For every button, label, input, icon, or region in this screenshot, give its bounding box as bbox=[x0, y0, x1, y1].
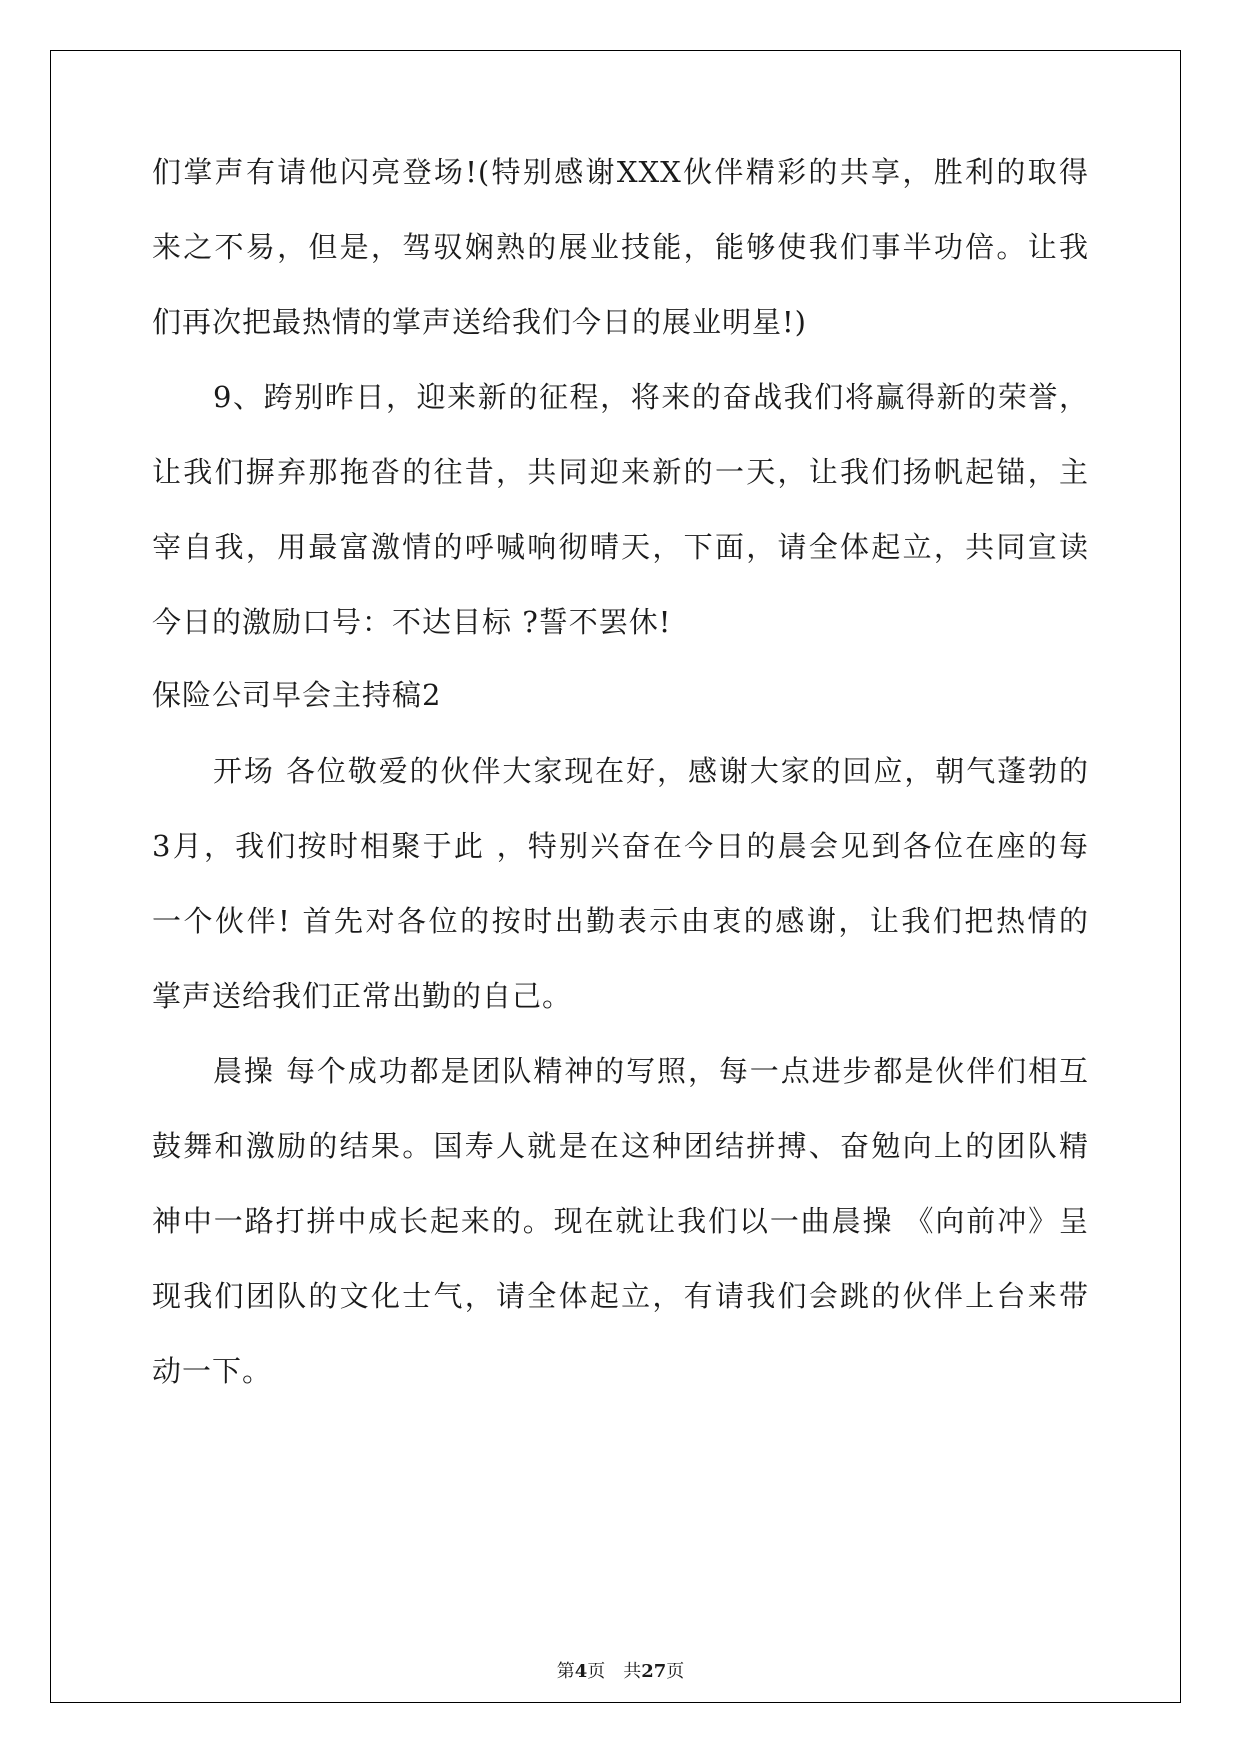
footer-mid: 页 共 bbox=[587, 1661, 642, 1682]
paragraph-line: 今日的激励口号：不达目标 ?誓不罢休! bbox=[152, 605, 672, 639]
paragraph-line: 现我们团队的文化士气，请全体起立，有请我们会跳的伙伴上台来带 bbox=[152, 1279, 1089, 1313]
page-number-footer bbox=[0, 1663, 1241, 1681]
paragraph-line: 动一下。 bbox=[152, 1354, 273, 1388]
footer-suffix: 页 bbox=[666, 1661, 685, 1682]
paragraph-line: 鼓舞和激励的结果。国寿人就是在这种团结拼搏、奋勉向上的团队精 bbox=[152, 1129, 1089, 1163]
paragraph-line: 们掌声有请他闪亮登场!(特别感谢XXX伙伴精彩的共享，胜利的取得 bbox=[152, 155, 1089, 189]
paragraph-line: 一个伙伴! 首先对各位的按时出勤表示由衷的感谢，让我们把热情的 bbox=[152, 904, 1089, 938]
paragraph-line: 3月，我们按时相聚于此 ，特别兴奋在今日的晨会见到各位在座的每 bbox=[152, 829, 1089, 863]
current-page-number: 4 bbox=[574, 1661, 588, 1682]
total-pages-number: 27 bbox=[641, 1661, 667, 1682]
paragraph-line: 掌声送给我们正常出勤的自己。 bbox=[152, 979, 573, 1013]
paragraph-line: 晨操 每个成功都是团队精神的写照，每一点进步都是伙伴们相互 bbox=[213, 1054, 1089, 1088]
paragraph-line: 神中一路打拼中成长起来的。现在就让我们以一曲晨操 《向前冲》呈 bbox=[152, 1204, 1089, 1238]
page-border bbox=[50, 50, 1181, 1703]
paragraph-line: 们再次把最热情的掌声送给我们今日的展业明星!) bbox=[152, 305, 807, 339]
paragraph-line: 开场 各位敬爱的伙伴大家现在好，感谢大家的回应，朝气蓬勃的 bbox=[213, 754, 1089, 788]
paragraph-line: 宰自我，用最富激情的呼喊响彻晴天，下面，请全体起立，共同宣读 bbox=[152, 530, 1089, 564]
paragraph-line: 9、跨别昨日，迎来新的征程，将来的奋战我们将赢得新的荣誉， bbox=[213, 380, 1089, 414]
section-heading: 保险公司早会主持稿2 bbox=[152, 678, 442, 712]
paragraph-line: 来之不易，但是，驾驭娴熟的展业技能，能够使我们事半功倍。让我 bbox=[152, 230, 1089, 264]
paragraph-line: 让我们摒弃那拖沓的往昔，共同迎来新的一天，让我们扬帆起锚，主 bbox=[152, 455, 1089, 489]
footer-prefix: 第 bbox=[556, 1661, 575, 1682]
